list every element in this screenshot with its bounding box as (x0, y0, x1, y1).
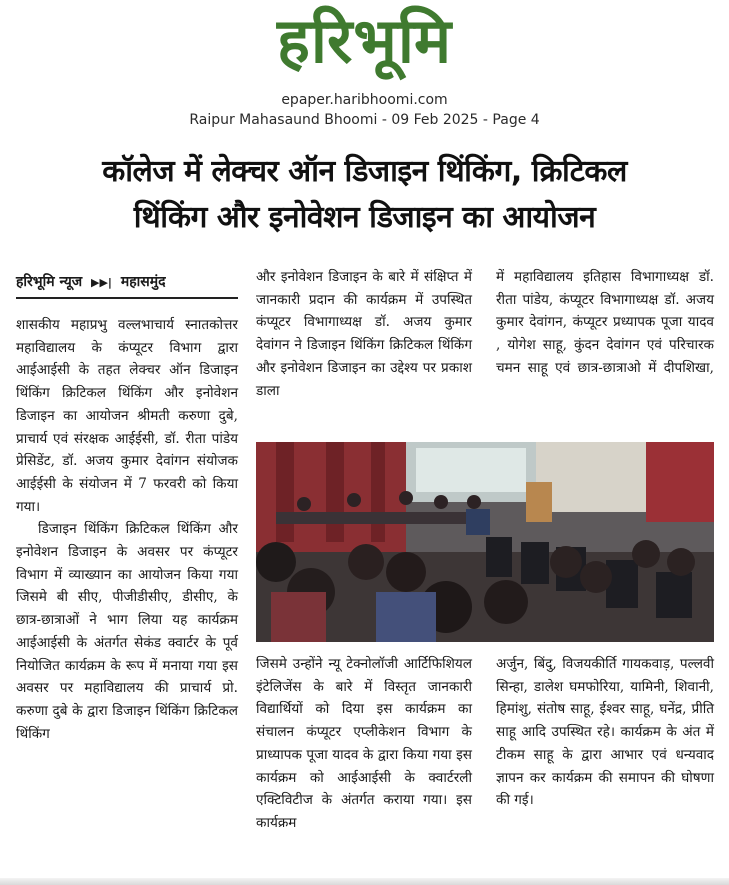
article-column-1 (16, 314, 238, 745)
lecture-hall-photo-image (256, 442, 714, 642)
byline-source: हरिभूमि न्यूज (16, 274, 83, 290)
event-photo (256, 442, 714, 642)
epaper-url[interactable]: epaper.haribhoomi.com (281, 92, 448, 108)
article-paragraph: डिजाइन थिंकिंग क्रिटिकल थिंकिंग और इनोवेशन डिजाइन के अवसर पर कंप्यूटर विभाग में व्याख्यान का आयोजन किया गया जिसमे बी सीए, पीजीडीसीए, डीसीए, के छात्र-छात्राओं ने भाग लिया यह कार्यक्रम आईआईसी के अंतर्गत सेकंड क्वार्टर के पूर्व नियोजित कार्यक्रम के रूप में मनाया गया इस अवसर पर महाविद्यालय की प्राचार्य प्रो. करुणा दुबे के द्वारा डिजाइन थिंकिंग क्रिटिकल थिंकिंग (16, 521, 238, 742)
article-paragraph: शासकीय महाप्रभु वल्लभाचार्य स्नातकोत्तर महाविद्यालय के कंप्यूटर विभाग द्वारा आईआईसी के तहत लेक्चर ऑन डिजाइन थिंकिंग क्रिटिकल थिंकिंग और इनोवेशन डिजाइन का आयोजन श्रीमती करुणा दुबे, प्राचार्य एवं संरक्षक आईईसी, डॉ. रीता पांडेय प्रेसिडेंट, डॉ. अजय कुमार देवांगन संयोजक आईईसी के संयोजन में 7 फरवरी को किया गया। (16, 317, 238, 515)
article-column-2-top (256, 266, 472, 402)
article-paragraph: में महाविद्यालय इतिहास विभागाध्यक्ष डॉ. रीता पांडेय, कंप्यूटर विभागाध्यक्ष डॉ. अजय कुमार देवांगन, कंप्यूटर प्रध्यापक पूजा यादव , योगेश साहू, कुंदन देवांगन एवं परिचारक चमन साहू एवं छात्र-छात्राओ में दीपशिखा, (496, 269, 714, 376)
byline-place: महासमुंद (120, 274, 166, 290)
article-column-2-bottom (256, 653, 472, 835)
page-fold-edge (0, 878, 729, 885)
article-paragraph: जिसमे उन्होंने न्यू टेक्नोलॉजी आर्टिफिशियल इंटेलिजेंस के बारे में विस्तृत जानकारी विद्यार्थियों को दिया इस कार्यक्रम का संचालन कंप्यूटर एप्लीकेशन विभाग के प्राध्यापक पूजा यादव के द्वारा किया गया इस कार्यक्रम को आईआईसी के क्वार्टरली एक्टिविटीज के अंतर्गत कराया गया। इस कार्यक्रम (256, 656, 472, 831)
headline-line-2: थिंकिंग और इनोवेशन डिजाइन का आयोजन (133, 200, 596, 235)
article-column-3-top (496, 266, 714, 380)
byline (16, 272, 238, 299)
article-column-3-bottom (496, 653, 714, 812)
masthead-logo: हरिभूमि (276, 4, 453, 77)
article-paragraph: अर्जुन, बिंदु, विजयकीर्ति गायकवाड़, पल्लवी सिन्हा, डालेश घमफोरिया, यामिनी, शिवानी, हिमांशु, संतोष साहू, ईश्वर साहू, घनेंद्र, प्रीति साहू आदि उपस्थित रहे। कार्यक्रम के अंत में टीकम साहू के द्वारा आभार एवं धन्यवाद ज्ञापन कर कार्यक्रम की समापन की घोषणा की गई। (496, 656, 714, 809)
byline-arrows-icon: ▶▶| (91, 276, 112, 289)
article-paragraph: और इनोवेशन डिजाइन के बारे में संक्षिप्त में जानकारी प्रदान की कार्यक्रम में उपस्थित कंप्यूटर विभागाध्यक्ष डॉ. अजय कुमार देवांगन ने डिजाइन थिंकिंग क्रिटिकल थिंकिंग और इनोवेशन डिजाइन का उद्देश्य पर प्रकाश डाला (256, 269, 472, 399)
headline-line-1: कॉलेज में लेक्चर ऑन डिजाइन थिंकिंग, क्रिटिकल (102, 154, 627, 189)
edition-line: Raipur Mahasaund Bhoomi - 09 Feb 2025 - Page 4 (189, 112, 540, 128)
